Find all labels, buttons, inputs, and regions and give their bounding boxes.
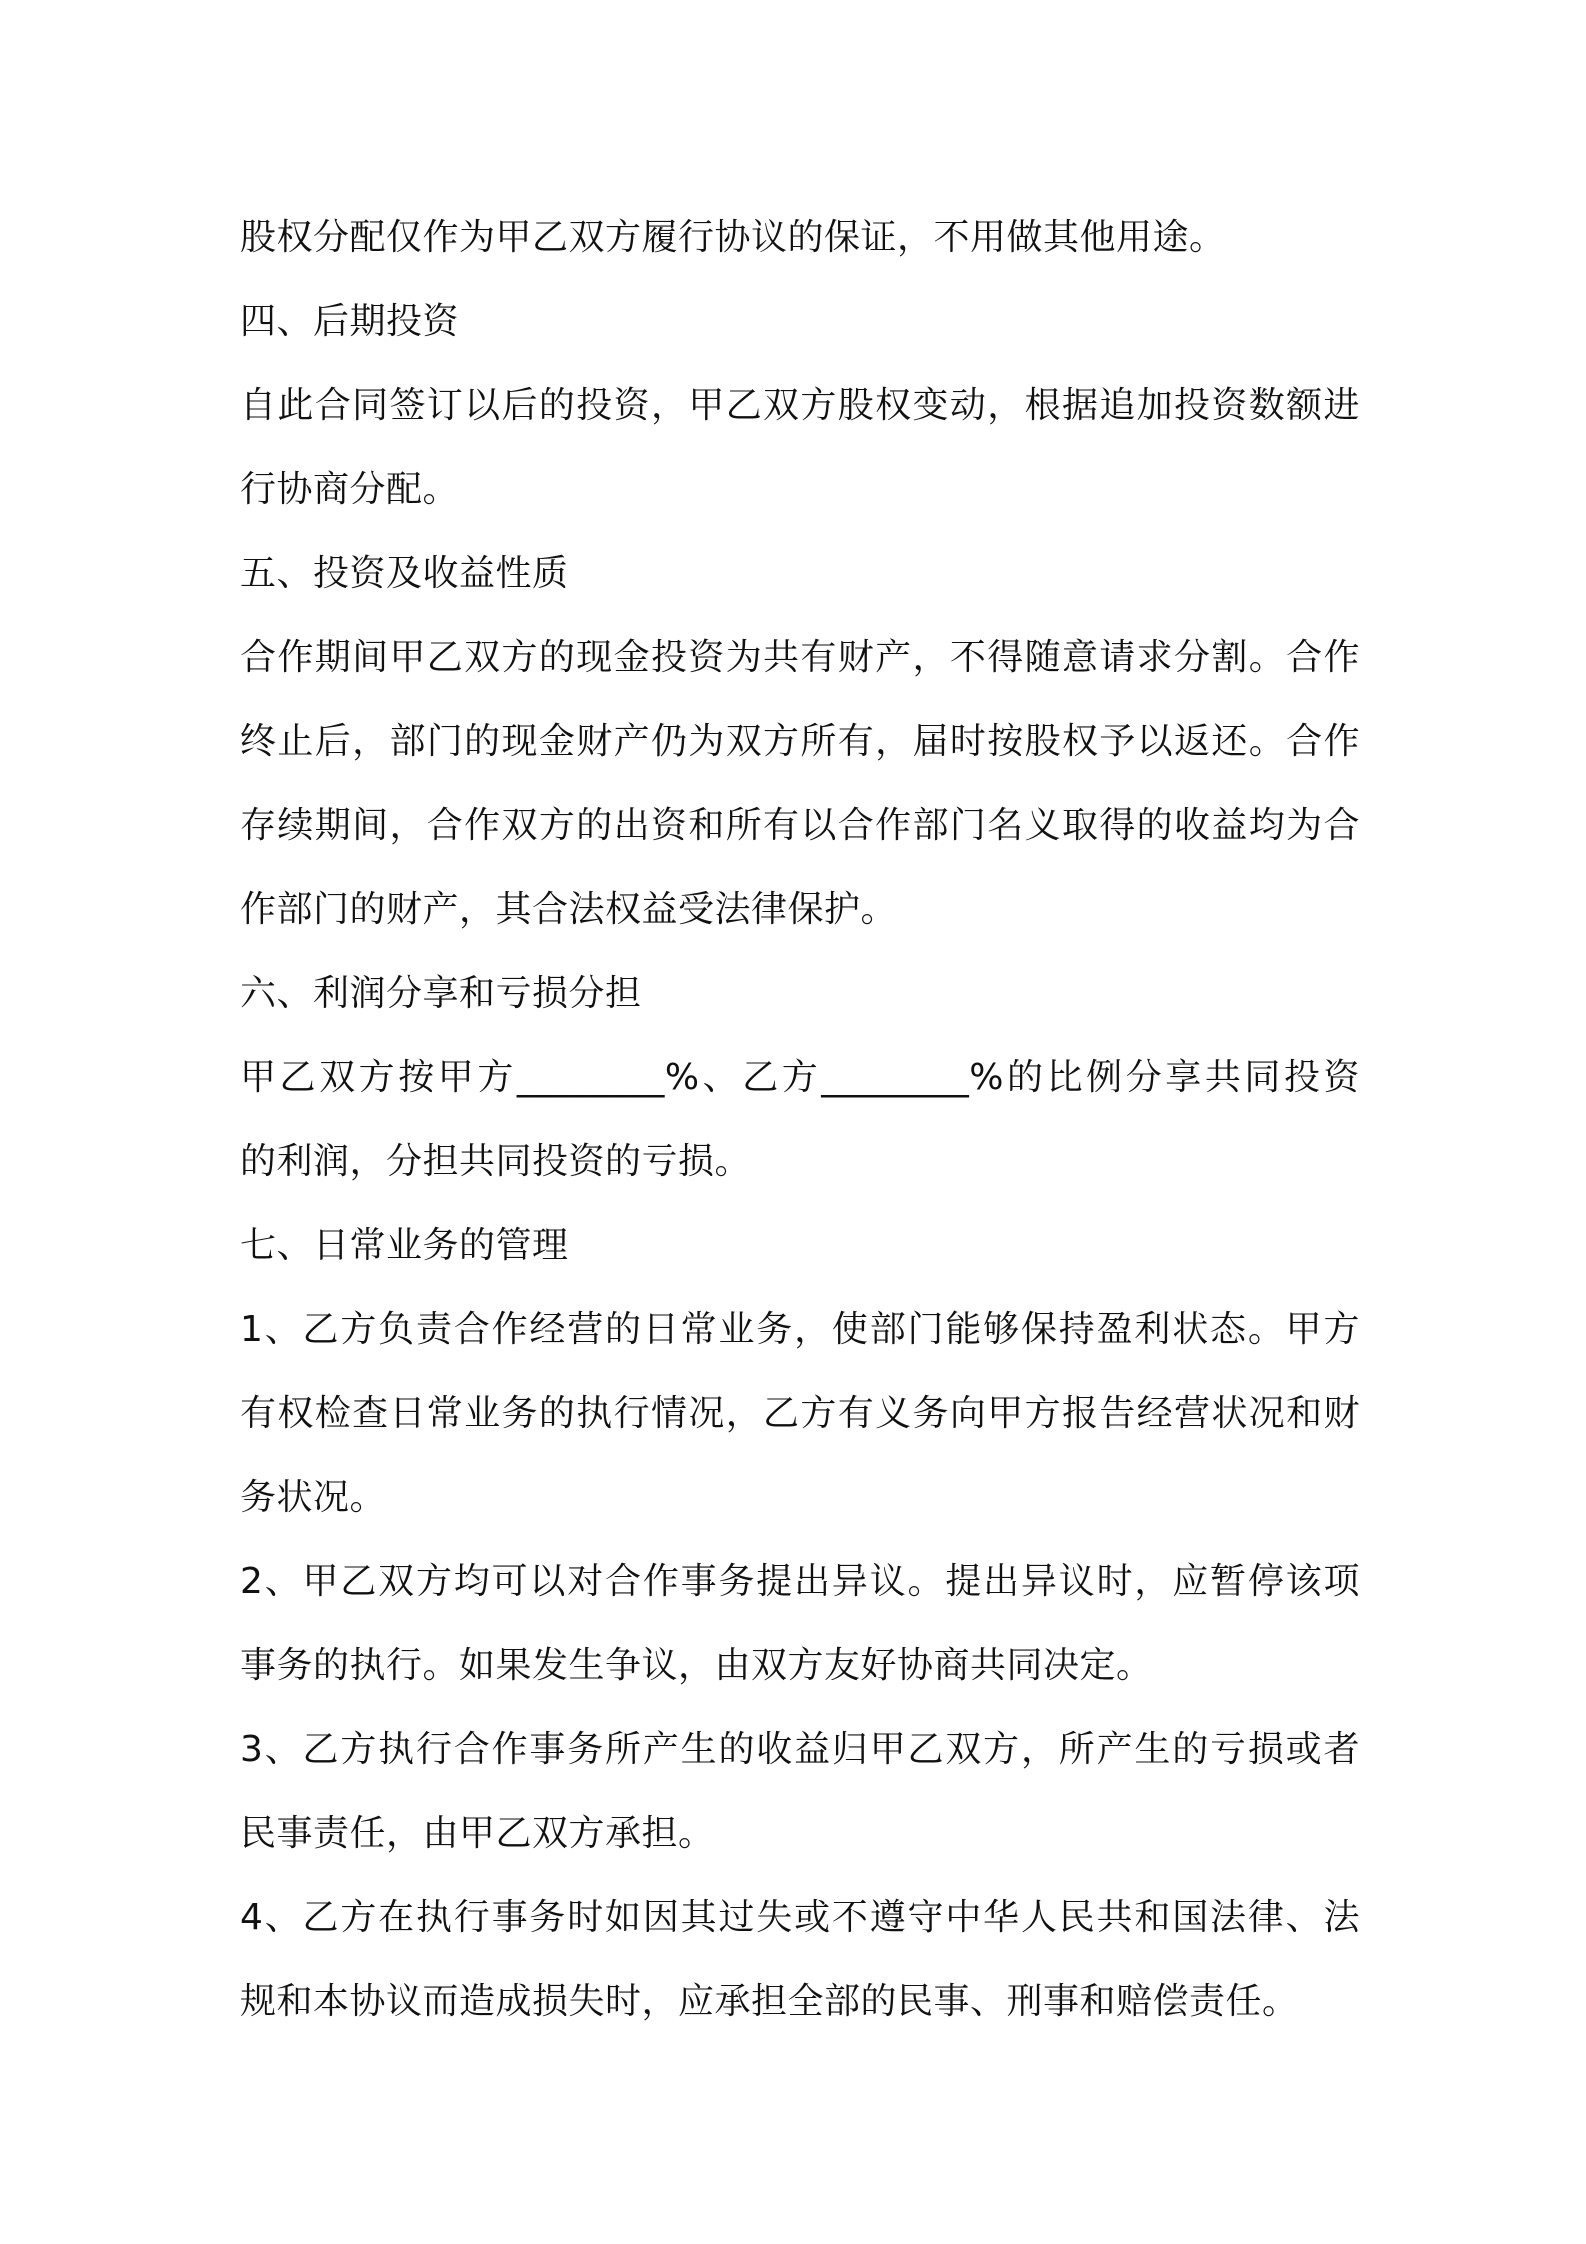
section-heading: 四、后期投资 <box>240 301 460 342</box>
paragraph-line: 4、乙方在执行事务时如因其过失或不遵守中华人民共和国法律、法 <box>240 1897 1360 1938</box>
paragraph-line: 2、甲乙双方均可以对合作事务提出异议。提出异议时，应暂停该项 <box>240 1561 1360 1602</box>
paragraph-line: 作部门的财产，其合法权益受法律保护。 <box>240 889 898 930</box>
paragraph-line: 民事责任，由甲乙双方承担。 <box>240 1813 715 1854</box>
paragraph-line: 3、乙方执行合作事务所产生的收益归甲乙双方，所产生的亏损或者 <box>240 1729 1360 1770</box>
paragraph-line: 合作期间甲乙双方的现金投资为共有财产，不得随意请求分割。合作 <box>240 637 1360 678</box>
document-body <box>240 196 1360 2044</box>
section-heading: 七、日常业务的管理 <box>240 1225 569 1266</box>
paragraph-line: 存续期间，合作双方的出资和所有以合作部门名义取得的收益均为合 <box>240 805 1360 846</box>
paragraph-line: 自此合同签订以后的投资，甲乙双方股权变动，根据追加投资数额进 <box>240 385 1360 426</box>
paragraph-line: 有权检查日常业务的执行情况，乙方有义务向甲方报告经营状况和财 <box>240 1393 1360 1434</box>
paragraph-line: 的利润，分担共同投资的亏损。 <box>240 1141 752 1182</box>
paragraph-line: 1、乙方负责合作经营的日常业务，使部门能够保持盈利状态。甲方 <box>240 1309 1360 1350</box>
section-heading: 五、投资及收益性质 <box>240 553 569 594</box>
paragraph-line: 股权分配仅作为甲乙双方履行协议的保证，不用做其他用途。 <box>240 217 1226 258</box>
paragraph-line: 务状况。 <box>240 1477 387 1518</box>
paragraph-line: 终止后，部门的现金财产仍为双方所有，届时按股权予以返还。合作 <box>240 721 1360 762</box>
paragraph-line: 行协商分配。 <box>240 469 460 510</box>
paragraph-line: 规和本协议而造成损失时，应承担全部的民事、刑事和赔偿责任。 <box>240 1981 1299 2022</box>
section-heading: 六、利润分享和亏损分担 <box>240 973 642 1014</box>
paragraph-line: 甲乙双方按甲方________%、乙方________%的比例分享共同投资 <box>240 1057 1360 1098</box>
paragraph-line: 事务的执行。如果发生争议，由双方友好协商共同决定。 <box>240 1645 1153 1686</box>
